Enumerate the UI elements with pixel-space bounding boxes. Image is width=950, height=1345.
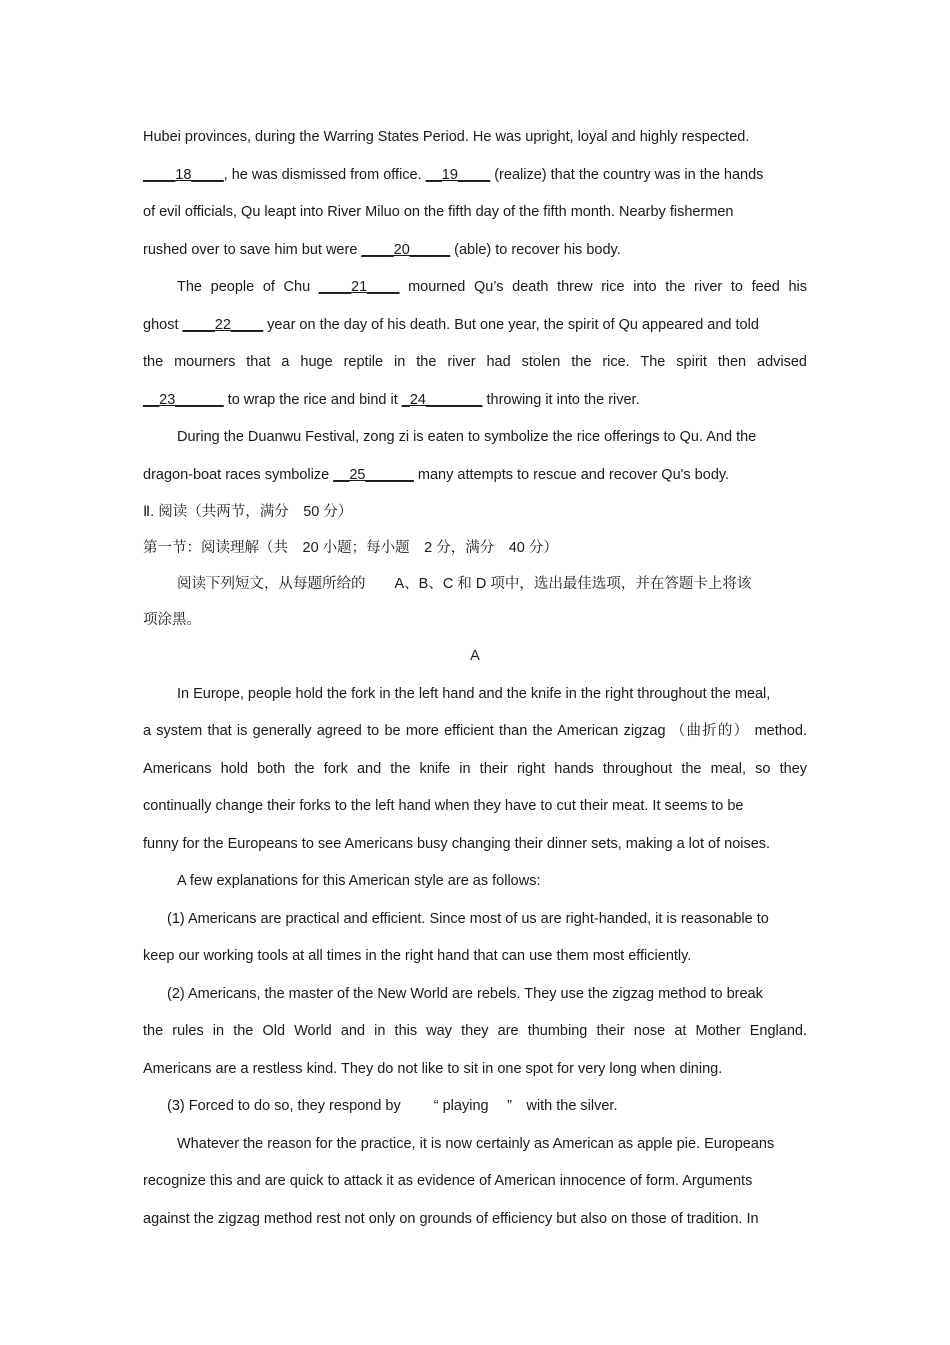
text-line: the rules in the Old World and in this way they are thumbing their nose at Mother England. — [143, 1023, 807, 1039]
text-line: (1) Americans are practical and efficient. Since most of us are right-handed, it is reasonable to — [167, 910, 769, 927]
section-title: Ⅱ. 阅读（共两节，满分 50 分） — [143, 504, 353, 520]
text-span: throwing it into the river. — [482, 391, 640, 408]
text-line: against the zigzag method rest not only on grounds of efficiency but also on those of tradition. In — [143, 1210, 759, 1227]
text-line — [143, 274, 807, 312]
article-heading: A — [470, 648, 480, 664]
text-line — [143, 237, 807, 275]
text-line: of evil officials, Qu leapt into River Miluo on the fifth day of the fifth month. Nearby fishermen — [143, 204, 734, 220]
blank-25[interactable]: __25______ — [333, 466, 414, 483]
section-part-title: 第一节：阅读理解（共 20 小题；每小题 2 分，满分 40 分） — [143, 540, 558, 556]
text-line — [143, 312, 807, 350]
text-line: Americans hold both the fork and the knife in their right hands throughout the meal, so they — [143, 760, 807, 777]
text-line: recognize this and are quick to attack it as evidence of American innocence of form. Arguments — [143, 1173, 753, 1189]
text-line: a system that is generally agreed to be more efficient than the American zigzag （曲折的） method. — [143, 723, 808, 739]
text-line — [143, 462, 807, 500]
text-line: continually change their forks to the left hand when they have to cut their meat. It seems to be — [143, 798, 744, 814]
text-span: ghost — [143, 316, 183, 333]
text-line — [143, 162, 807, 200]
text-line: During the Duanwu Festival, zong zi is eaten to symbolize the rice offerings to Qu. And the — [177, 429, 757, 445]
text-line: Americans are a restless kind. They do not like to sit in one spot for very long when dining. — [143, 1060, 723, 1077]
blank-21[interactable]: ____21____ — [318, 279, 400, 295]
document-page — [143, 124, 807, 1243]
text-span: dragon-boat races symbolize — [143, 466, 334, 483]
text-line: Whatever the reason for the practice, it is now certainly as American as apple pie. Europeans — [177, 1135, 775, 1152]
text-line: Hubei provinces, during the Warring States Period. He was upright, loyal and highly respected. — [143, 129, 750, 145]
text-line: (3) Forced to do so, they respond by “ playing ” with the silver. — [167, 1098, 618, 1114]
text-line: (2) Americans, the master of the New World are rebels. They use the zigzag method to break — [167, 985, 763, 1002]
text-line: A few explanations for this American style are as follows: — [177, 873, 541, 889]
text-line: keep our working tools at all times in the right hand that can use them most efficiently. — [143, 948, 692, 964]
text-span: year on the day of his death. But one year, the spirit of Qu appeared and told — [263, 316, 759, 333]
blank-23[interactable]: __23______ — [143, 391, 224, 408]
text-span: many attempts to rescue and recover Qu's body. — [413, 466, 730, 483]
text-span: , he was dismissed from office. — [223, 166, 426, 183]
text-line: funny for the Europeans to see Americans busy changing their dinner sets, making a lot of noises. — [143, 835, 771, 852]
blank-24[interactable]: _24_______ — [401, 391, 483, 408]
blank-20[interactable]: ____20_____ — [361, 241, 451, 258]
blank-22[interactable]: ____22____ — [182, 316, 264, 333]
text-span: (able) to recover his body. — [450, 241, 621, 258]
blank-19[interactable]: __19____ — [425, 166, 491, 183]
text-span: mourned Qu’s death threw rice into the river to feed his — [399, 279, 807, 295]
text-line: In Europe, people hold the fork in the left hand and the knife in the right throughout the meal, — [177, 685, 771, 702]
text-line: the mourners that a huge reptile in the river had stolen the rice. The spirit then advised — [143, 354, 807, 370]
text-span: rushed over to save him but were — [143, 241, 362, 258]
blank-18[interactable]: ____18____ — [143, 166, 224, 183]
text-line — [143, 387, 807, 425]
instruction-line: 阅读下列短文，从每题所给的 A、B、C 和 D 项中，选出最佳选项，并在答题卡上将该 — [177, 576, 752, 592]
text-span: to wrap the rice and bind it — [223, 391, 402, 408]
text-span: The people of Chu — [177, 279, 319, 295]
text-span: (realize) that the country was in the hands — [490, 166, 764, 183]
instruction-line: 项涂黑。 — [143, 612, 201, 628]
